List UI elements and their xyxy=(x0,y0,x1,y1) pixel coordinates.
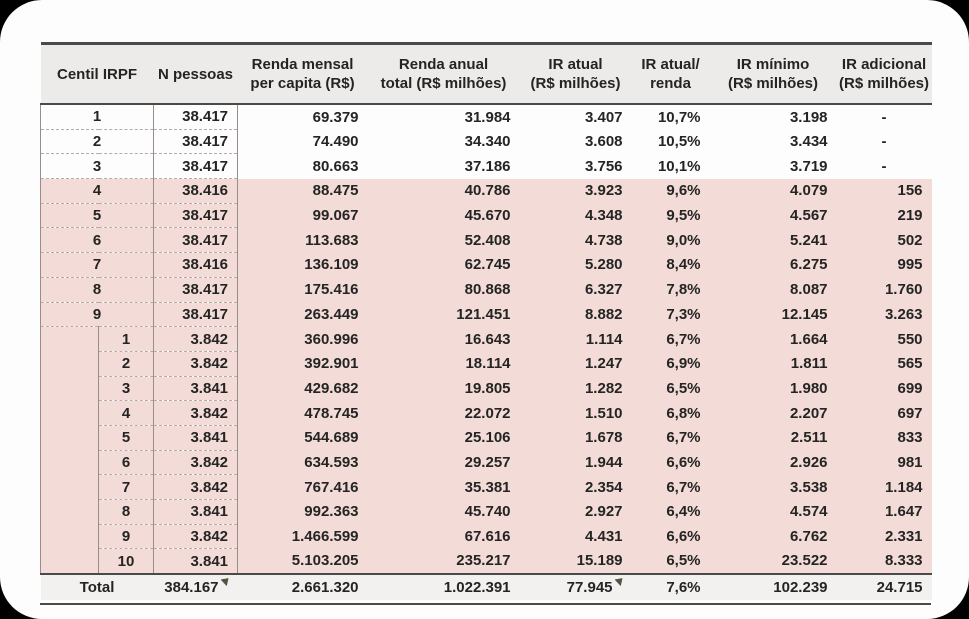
cell-renda-mensal: 69.379 xyxy=(312,108,359,126)
cell-ir-adicional: 219 xyxy=(837,203,932,228)
cell-renda-anual: 235.217 xyxy=(368,549,520,574)
cell-ir-atual: 1.247 xyxy=(520,351,632,376)
cell-renda-anual: 80.868 xyxy=(368,277,520,302)
cell-renda-anual: 22.072 xyxy=(368,401,520,426)
cell-n-pessoas: 38.417 xyxy=(154,302,238,327)
table-row xyxy=(41,351,932,376)
cell-ir-adicional: 8.333 xyxy=(837,549,932,574)
cell-renda-mensal: 5.103.205 xyxy=(238,549,368,574)
cell-renda-anual: 19.805 xyxy=(368,376,520,401)
centil-merged-spacer xyxy=(41,327,99,574)
cell-ir-atual: 1.944 xyxy=(520,450,632,475)
cell-centil-sub: 8 xyxy=(99,500,154,525)
cell-n-pessoas: 38.417 xyxy=(154,228,238,253)
cell-ir-atual: 5.280 xyxy=(520,253,632,278)
cell-n-pessoas: 3.841 xyxy=(154,500,238,525)
cell-centil: 8 xyxy=(41,277,154,302)
column-header-ir-atual xyxy=(520,44,632,105)
table-row xyxy=(41,475,932,500)
cell-renda-mensal: 263.449 xyxy=(238,302,368,327)
comment-marker-icon xyxy=(221,578,229,586)
cell-n-pessoas: 38.416 xyxy=(154,253,238,278)
header-label: Centil IRPF xyxy=(57,65,138,83)
column-header-centil-irpf xyxy=(41,44,154,105)
cell-n-pessoas: 3.842 xyxy=(154,450,238,475)
cell-renda-mensal: 74.490 xyxy=(312,133,359,151)
cell-ir-renda: 6,5% xyxy=(632,376,710,401)
cell-ir-adicional: 995 xyxy=(837,253,932,278)
cell-renda-anual: 34.340 xyxy=(464,133,511,151)
header-label: total (R$ milhões) xyxy=(380,75,507,92)
cell-ir-renda: 9,5% xyxy=(632,203,710,228)
cell-ir-adicional: 699 xyxy=(837,376,932,401)
cell-ir-adicional: 550 xyxy=(837,327,932,352)
cell-renda-mensal: 478.745 xyxy=(238,401,368,426)
total-ir-atual xyxy=(520,574,632,600)
cell-renda-mensal: 1.466.599 xyxy=(238,524,368,549)
cell-ir-minimo: 2.926 xyxy=(710,450,837,475)
total-ir-renda: 7,6% xyxy=(632,574,710,600)
cell-ir-minimo: 3.719 xyxy=(789,157,828,175)
cell-centil: 1 xyxy=(41,104,154,129)
header-label: IR atual xyxy=(548,56,603,73)
cell-renda-anual: 62.745 xyxy=(368,253,520,278)
table-row xyxy=(41,327,932,352)
total-renda-mensal: 2.661.320 xyxy=(238,574,368,600)
cell-ir-adicional: 1.184 xyxy=(837,475,932,500)
cell-n-pessoas: 38.417 xyxy=(154,203,238,228)
header-label: Renda mensal xyxy=(251,56,354,73)
cell-ir-renda: 6,8% xyxy=(632,401,710,426)
cell-ir-renda: 8,4% xyxy=(632,253,710,278)
cell-ir-atual: 3.756 xyxy=(584,157,623,175)
table-row xyxy=(41,450,932,475)
cell-renda-mensal: 429.682 xyxy=(238,376,368,401)
cell-renda-anual: 16.643 xyxy=(368,327,520,352)
cell-ir-minimo: 1.664 xyxy=(710,327,837,352)
bottom-double-rule xyxy=(40,603,931,605)
cell-ir-atual: 1.282 xyxy=(520,376,632,401)
cell-centil: 2 xyxy=(41,129,154,154)
cell-ir-adicional: 1.760 xyxy=(837,277,932,302)
cell-ir-atual: 1.114 xyxy=(520,327,632,352)
cell-ir-renda: 9,6% xyxy=(632,179,710,204)
cell-ir-adicional: 2.331 xyxy=(837,524,932,549)
cell-ir-renda: 6,4% xyxy=(632,500,710,525)
cell-renda-anual: 67.616 xyxy=(368,524,520,549)
column-header-renda-anual xyxy=(368,44,520,105)
cell-centil-sub: 1 xyxy=(99,327,154,352)
cell-ir-renda: 6,7% xyxy=(632,327,710,352)
cell-ir-minimo: 3.538 xyxy=(710,475,837,500)
cell-ir-adicional: 697 xyxy=(837,401,932,426)
cell-ir-adicional: - xyxy=(881,133,887,151)
cell-ir-renda: 9,0% xyxy=(632,228,710,253)
cell-ir-atual: 4.431 xyxy=(520,524,632,549)
cell-centil-sub: 3 xyxy=(99,376,154,401)
comment-marker-icon xyxy=(615,578,623,586)
table-row xyxy=(41,154,932,179)
cell-ir-minimo: 4.079 xyxy=(710,179,837,204)
cell-ir-minimo: 6.275 xyxy=(710,253,837,278)
cell-ir-renda: 6,6% xyxy=(632,450,710,475)
cell-centil: 3 xyxy=(41,154,154,179)
table-row xyxy=(41,302,932,327)
cell-ir-minimo: 4.574 xyxy=(710,500,837,525)
cell-renda-mensal: 99.067 xyxy=(238,203,368,228)
irpf-table xyxy=(40,42,932,600)
cell-ir-adicional: 502 xyxy=(837,228,932,253)
total-ir-minimo: 102.239 xyxy=(710,574,837,600)
header-label: renda xyxy=(650,75,691,92)
cell-n-pessoas: 3.841 xyxy=(154,549,238,574)
cell-ir-adicional: 1.647 xyxy=(837,500,932,525)
cell-ir-adicional: 833 xyxy=(837,425,932,450)
cell-ir-adicional: - xyxy=(881,157,887,175)
cell-ir-minimo: 23.522 xyxy=(710,549,837,574)
cell-centil: 7 xyxy=(41,253,154,278)
cell-ir-minimo: 3.198 xyxy=(789,108,828,126)
header-label: (R$ milhões) xyxy=(839,75,930,92)
cell-renda-mensal: 544.689 xyxy=(238,425,368,450)
header-label: per capita (R$) xyxy=(250,75,355,92)
cell-ir-atual: 15.189 xyxy=(520,549,632,574)
cell-renda-anual: 45.740 xyxy=(368,500,520,525)
cell-centil-sub: 7 xyxy=(99,475,154,500)
column-header-ir-atual-renda xyxy=(632,44,710,105)
cell-ir-atual: 4.738 xyxy=(520,228,632,253)
total-ir-adicional: 24.715 xyxy=(837,574,932,600)
cell-ir-renda: 10,7% xyxy=(657,108,701,126)
cell-centil: 6 xyxy=(41,228,154,253)
cell-ir-minimo: 4.567 xyxy=(710,203,837,228)
cell-ir-renda: 7,8% xyxy=(632,277,710,302)
cell-centil: 5 xyxy=(41,203,154,228)
cell-ir-minimo: 8.087 xyxy=(710,277,837,302)
column-header-ir-minimo xyxy=(710,44,837,105)
cell-renda-mensal: 992.363 xyxy=(238,500,368,525)
cell-ir-adicional: 981 xyxy=(837,450,932,475)
cell-n-pessoas: 38.416 xyxy=(154,179,238,204)
table-row xyxy=(41,500,932,525)
table-row xyxy=(41,228,932,253)
cell-centil-sub: 5 xyxy=(99,425,154,450)
cell-centil: 4 xyxy=(41,179,154,204)
table-row xyxy=(41,549,932,574)
table-row xyxy=(41,104,932,129)
cell-renda-anual: 18.114 xyxy=(368,351,520,376)
table-row xyxy=(41,129,932,154)
cell-renda-anual: 52.408 xyxy=(368,228,520,253)
cell-renda-anual: 31.984 xyxy=(464,108,511,126)
cell-ir-renda: 6,7% xyxy=(632,425,710,450)
header-row xyxy=(41,44,932,105)
cell-ir-atual: 4.348 xyxy=(520,203,632,228)
cell-renda-mensal: 392.901 xyxy=(238,351,368,376)
cell-ir-atual: 3.407 xyxy=(584,108,623,126)
cell-n-pessoas: 3.841 xyxy=(154,425,238,450)
cell-n-pessoas: 38.417 xyxy=(154,154,238,179)
cell-renda-mensal: 113.683 xyxy=(238,228,368,253)
cell-ir-minimo: 1.811 xyxy=(710,351,837,376)
table-body xyxy=(41,104,932,574)
cell-n-pessoas: 3.842 xyxy=(154,327,238,352)
cell-ir-atual: 2.354 xyxy=(520,475,632,500)
total-label: Total xyxy=(41,574,154,600)
header-label: N pessoas xyxy=(157,65,234,83)
cell-ir-minimo: 2.511 xyxy=(710,425,837,450)
cell-n-pessoas: 3.842 xyxy=(154,351,238,376)
total-n-pessoas xyxy=(154,574,238,600)
cell-ir-atual: 1.678 xyxy=(520,425,632,450)
table-row xyxy=(41,425,932,450)
table-row xyxy=(41,203,932,228)
cell-centil-sub: 2 xyxy=(99,351,154,376)
total-value: 77.945 xyxy=(566,579,613,597)
table-row xyxy=(41,401,932,426)
cell-renda-mensal: 88.475 xyxy=(238,179,368,204)
table-row xyxy=(41,524,932,549)
cell-renda-mensal: 175.416 xyxy=(238,277,368,302)
cell-renda-anual: 121.451 xyxy=(368,302,520,327)
cell-ir-adicional: - xyxy=(881,108,887,126)
cell-renda-anual: 45.670 xyxy=(368,203,520,228)
cell-n-pessoas: 38.417 xyxy=(154,104,238,129)
cell-ir-minimo: 5.241 xyxy=(710,228,837,253)
cell-ir-atual: 2.927 xyxy=(520,500,632,525)
cell-ir-renda: 6,7% xyxy=(632,475,710,500)
total-renda-anual: 1.022.391 xyxy=(368,574,520,600)
header-label: Renda anual xyxy=(398,56,489,73)
cell-ir-renda: 7,3% xyxy=(632,302,710,327)
cell-n-pessoas: 3.842 xyxy=(154,401,238,426)
cell-centil-sub: 6 xyxy=(99,450,154,475)
cell-n-pessoas: 38.417 xyxy=(154,129,238,154)
table-row xyxy=(41,376,932,401)
cell-centil-sub: 9 xyxy=(99,524,154,549)
total-row xyxy=(41,574,932,600)
header-label: IR atual/ xyxy=(641,56,700,73)
column-header-renda-mensal xyxy=(238,44,368,105)
table-row xyxy=(41,277,932,302)
cell-renda-anual: 29.257 xyxy=(368,450,520,475)
column-header-ir-adicional xyxy=(837,44,932,105)
cell-ir-minimo: 3.434 xyxy=(789,133,828,151)
cell-renda-mensal: 360.996 xyxy=(238,327,368,352)
total-value: 384.167 xyxy=(164,579,219,597)
table-row xyxy=(41,253,932,278)
cell-renda-anual: 25.106 xyxy=(368,425,520,450)
cell-n-pessoas: 38.417 xyxy=(154,277,238,302)
cell-ir-adicional: 3.263 xyxy=(837,302,932,327)
cell-ir-atual: 8.882 xyxy=(520,302,632,327)
cell-ir-adicional: 156 xyxy=(837,179,932,204)
header-label: IR adicional xyxy=(841,56,927,73)
cell-renda-anual: 35.381 xyxy=(368,475,520,500)
cell-ir-atual: 6.327 xyxy=(520,277,632,302)
irpf-table-container xyxy=(40,42,931,605)
cell-n-pessoas: 3.842 xyxy=(154,475,238,500)
cell-centil-sub: 4 xyxy=(99,401,154,426)
header-label: (R$ milhões) xyxy=(530,75,621,92)
cell-ir-minimo: 2.207 xyxy=(710,401,837,426)
cell-n-pessoas: 3.841 xyxy=(154,376,238,401)
cell-renda-anual: 40.786 xyxy=(368,179,520,204)
header-label: IR mínimo xyxy=(736,56,810,73)
column-header-n-pessoas xyxy=(154,44,238,105)
cell-renda-mensal: 767.416 xyxy=(238,475,368,500)
cell-renda-mensal: 80.663 xyxy=(312,157,359,175)
cell-ir-minimo: 1.980 xyxy=(710,376,837,401)
table-row xyxy=(41,179,932,204)
cell-centil-sub: 10 xyxy=(99,549,154,574)
cell-ir-renda: 6,6% xyxy=(632,524,710,549)
cell-renda-mensal: 136.109 xyxy=(238,253,368,278)
cell-ir-renda: 10,1% xyxy=(657,157,701,175)
cell-ir-renda: 6,5% xyxy=(632,549,710,574)
cell-ir-renda: 10,5% xyxy=(657,133,701,151)
cell-ir-minimo: 12.145 xyxy=(710,302,837,327)
cell-ir-adicional: 565 xyxy=(837,351,932,376)
cell-ir-atual: 1.510 xyxy=(520,401,632,426)
cell-ir-atual: 3.608 xyxy=(584,133,623,151)
cell-centil: 9 xyxy=(41,302,154,327)
cell-ir-renda: 6,9% xyxy=(632,351,710,376)
cell-ir-atual: 3.923 xyxy=(520,179,632,204)
header-label: (R$ milhões) xyxy=(728,75,819,92)
cell-ir-minimo: 6.762 xyxy=(710,524,837,549)
cell-n-pessoas: 3.842 xyxy=(154,524,238,549)
cell-renda-anual: 37.186 xyxy=(464,157,511,175)
cell-renda-mensal: 634.593 xyxy=(238,450,368,475)
